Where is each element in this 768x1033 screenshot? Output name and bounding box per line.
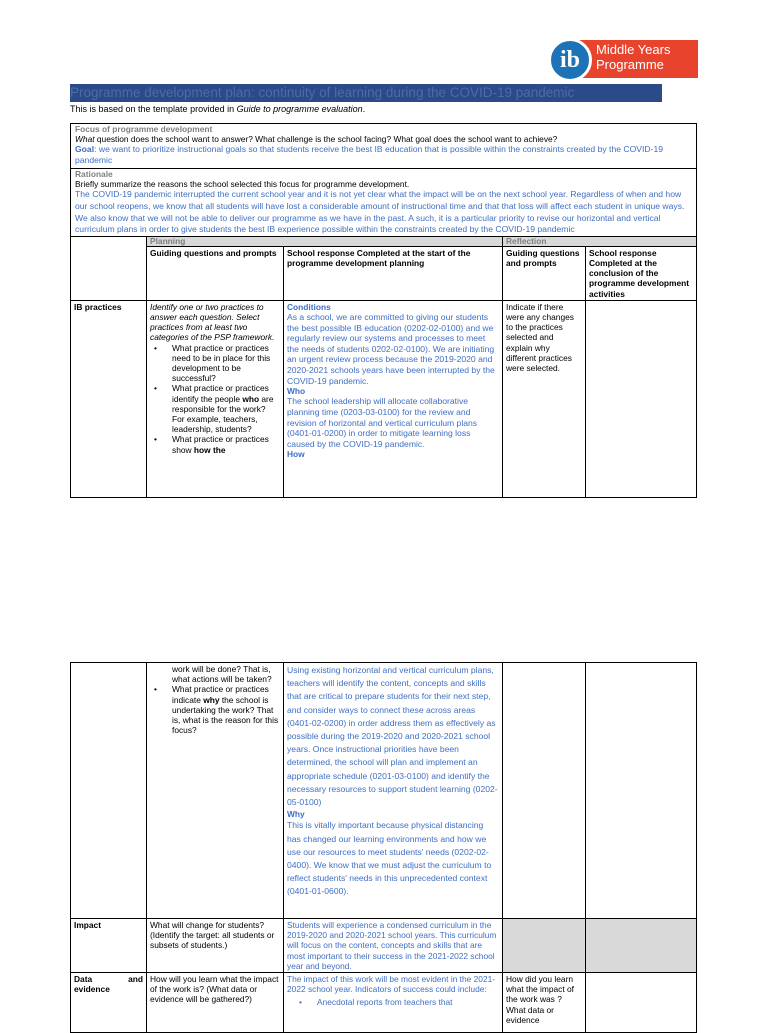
impact-prompt: What will change for students? (Identify the target: all students or subsets of students.)	[147, 919, 284, 973]
rationale-cell	[71, 169, 697, 237]
rationale-prompt: Briefly summarize the reasons the school selected this focus for programme development.	[75, 179, 410, 190]
ib-logo-icon: ib	[548, 38, 592, 82]
focus-question-rest: question does the school want to answer? What challenge is the school facing? What goal does the school want to achieve?	[94, 134, 558, 144]
intro-suffix: .	[362, 104, 366, 114]
data-word: Data	[74, 974, 93, 985]
data-reflection-prompt: How did you learn what the impact of the work was ? What data or evidence	[503, 973, 586, 1033]
prompts-continued	[147, 663, 284, 919]
logo-text	[596, 42, 670, 72]
why-text	[287, 819, 499, 898]
reflection-response-continued	[586, 663, 697, 919]
ib-practices-prompts	[147, 300, 284, 497]
focus-cell	[71, 124, 697, 169]
data-prompt: How will you learn what the impact of the work is? (What data or evidence will be gathered?)	[147, 973, 284, 1033]
prompt-bullet-3	[172, 434, 280, 454]
impact-label: Impact	[71, 919, 147, 973]
bullet3-bold: how the	[193, 444, 226, 455]
bullet2-b: are responsible for the work? For example, teachers, leadership, students?	[172, 393, 274, 435]
conditions-text-2: We are initiating an urgent review process because the 2019-2020 and 2020-2021 schools years have been interrupted by the COVID-19 pandemic.	[287, 343, 495, 386]
ib-practices-label: IB practices	[71, 300, 147, 497]
intro-text	[70, 104, 365, 114]
why-text-2: (0401-01-0600).	[287, 886, 349, 897]
response-continued	[284, 663, 503, 919]
prompt-bullet-2	[172, 383, 280, 434]
ib-practices-continued-row	[71, 663, 697, 919]
data-text: The impact of this work will be most evident in the 2021-2022 school year. Indicators of success could include:	[287, 974, 496, 995]
ib-practices-row	[71, 300, 697, 497]
focus-question-italic: What	[75, 134, 95, 144]
why-text-1: This is vitally important because physical distancing has changed our learning environments and how we use our resources to meet students' needs (0202-02-0400). We know that we must adjust the curriculum to reflect students' needs in this unprecedented context	[287, 820, 492, 884]
school-response-end-header: School response Completed at the conclusion of the programme development activities	[586, 246, 697, 300]
empty-label-cell	[71, 663, 147, 919]
data-bullet-1: • Anecdotal reports from teachers that	[317, 997, 499, 1007]
prompt-bullet-1: • What practice or practices need to be in place for this development to be successful?	[172, 343, 280, 384]
plan-table-page1	[70, 123, 697, 498]
conditions-text-1: As a school, we are committed to giving our students the best possible IB education (0202-02-0100) and we regularly review our systems and processes to meet the needs of students 0202-02-0100).	[287, 312, 494, 354]
bullet4-b: the school is undertaking the work? That is, what is the reason for this focus?	[172, 694, 279, 736]
and-word: and	[128, 974, 143, 985]
bullet4-a: What practice or practices indicate	[172, 684, 269, 705]
plan-table-page2	[70, 662, 697, 1033]
rationale-row	[71, 169, 697, 237]
conditions-text	[287, 312, 499, 386]
intro-italic: Guide to programme evaluation	[236, 104, 363, 114]
bullet3-a: What practice or practices show	[172, 434, 269, 455]
guiding-reflection-header: Guiding questions and prompts	[503, 246, 586, 300]
intro-prefix: This is based on the template provided in	[70, 104, 237, 114]
bullet4-bold: why	[203, 694, 220, 705]
goal-text: : we want to prioritize instructional goals so that students receive the best IB education that is possible within the constraints created by the COVID-19 pandemic	[75, 144, 664, 166]
how-text	[287, 664, 499, 809]
how-text-2: an appropriate schedule (0201-03-0100) and identify the necessary resources to support student learning (0202-05-0100)	[287, 757, 498, 808]
evidence-word: evidence	[74, 984, 110, 995]
planning-header-row	[71, 236, 697, 246]
how-text-1: Using existing horizontal and vertical curriculum plans, teachers will identify the content, concepts and skills that are critical to prepare students for their next step, and consider ways to connect these across areas (0401-02-0200) in order address them as effectively as possible during the 2019-2020 and 2020-2021 school years. Once instructional priorities have been determined, the school will plan and implement	[287, 665, 496, 768]
impact-reflection-response-grey	[586, 919, 697, 973]
school-response-start-header: School response Completed at the start of the programme development planning	[284, 246, 503, 300]
empty-header-cell	[71, 246, 147, 300]
impact-reflection-grey	[503, 919, 586, 973]
ib-practices-reflection-response	[586, 300, 697, 497]
ib-mpy-logo	[548, 38, 698, 82]
prompt-intro: Identify one or two practices to answer each question. Select practices from at least two categories of the PSP framework.	[150, 301, 275, 343]
why-label: Why	[287, 809, 305, 820]
data-and-line	[74, 974, 143, 984]
how-label: How	[287, 449, 305, 460]
prompt-list	[150, 343, 280, 455]
reflection-continued	[503, 663, 586, 919]
rationale-label: Rationale	[75, 169, 113, 180]
empty-corner	[71, 236, 147, 246]
who-text-2: revision of horizontal and vertical curriculum plans (0401-01-0200) in order to mitigate learning loss caused by the COVID-19 pandemic.	[287, 417, 478, 449]
planning-header: Planning	[147, 236, 503, 246]
bullet2-bold: who	[242, 393, 260, 404]
logo-line-2: Programme	[596, 57, 664, 72]
focus-row	[71, 124, 697, 169]
bullet2-a: What practice or practices identify the people	[172, 383, 269, 404]
focus-question	[75, 134, 692, 144]
data-bullets	[287, 997, 499, 1007]
focus-goal	[75, 144, 692, 166]
who-text-1: The school leadership will allocate collaborative planning time (0203-03-0100) for the review and	[287, 396, 471, 417]
conditions-label: Conditions	[287, 301, 331, 312]
ib-practices-response	[284, 300, 503, 497]
column-header-row	[71, 246, 697, 300]
goal-label: Goal	[75, 144, 95, 155]
continued-text: work will be done? That is, what actions will be taken?	[172, 664, 272, 685]
reflection-header: Reflection	[503, 236, 697, 246]
document-title: Programme development plan: continuity of learning during the COVID-19 pandemic	[70, 84, 662, 102]
ib-practices-reflection-prompt: Indicate if there were any changes to the practices selected and explain why different practices were selected.	[503, 300, 586, 497]
who-label: Who	[287, 386, 306, 397]
impact-row	[71, 919, 697, 973]
prompt-list-continued	[150, 684, 280, 735]
who-text	[287, 396, 499, 449]
logo-line-1: Middle Years	[596, 42, 671, 57]
rationale-text: The COVID-19 pandemic interrupted the current school year and it is not yet clear what the impact will be on the next school year. Regardless of when and how our school reopens, we know that all students will have lost a considerable amount of instructional time and that that loss will affect each student in unique ways. We also know that we will not be able to deliver our programme as we have in the past. A such, it is a particular priority to revise our horizontal and vertical curriculum plans in order to give students the best IB experience possible within the constraints created by the COVID-19 pandemic	[75, 189, 685, 235]
prompt-bullet-4	[172, 684, 280, 735]
guiding-header: Guiding questions and prompts	[147, 246, 284, 300]
focus-label: Focus of programme development	[75, 124, 213, 134]
impact-response: Students will experience a condensed curriculum in the 2019-2020 and 2020-2021 school years. This curriculum will focus on the content, concepts and skills that are most important to their success in the 2021-2022 school year and beyond.	[284, 919, 503, 973]
